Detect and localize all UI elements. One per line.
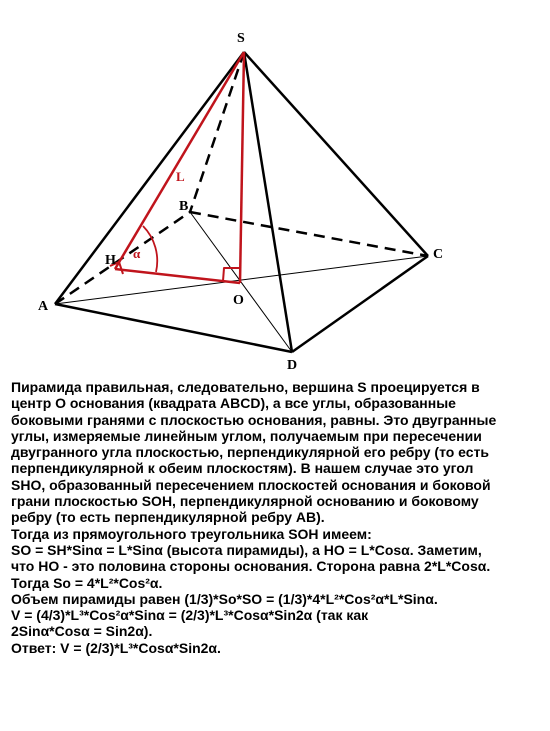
- vertex-h-label: H: [105, 253, 116, 268]
- right-angle-mark-o: [223, 268, 240, 281]
- vertex-o-label: O: [233, 293, 244, 308]
- text-line: двугранного угла плоскостью, перпендикулярной его ребру (то есть: [11, 444, 490, 461]
- text-line: SO = SH*Sinα = L*Sinα (высота пирамиды), а HO = L*Cosα. Заметим,: [11, 541, 482, 558]
- edge-sa: [55, 52, 244, 304]
- text-line: 2Sinα*Cosα = Sin2α).: [11, 623, 153, 640]
- text-line: боковыми гранями с плоскостью основания, равны. Это двугранные: [11, 411, 497, 428]
- triangle-sho: [110, 52, 244, 283]
- slant-label: L: [176, 169, 185, 184]
- text-line: Пирамида правильная, следовательно, вершина S проецируется в: [11, 379, 480, 395]
- text-line: ребру (то есть перпендикулярной ребру AB).: [11, 509, 325, 526]
- angle-arc: [143, 226, 157, 272]
- vertex-c-label: C: [433, 247, 444, 262]
- text-line: Тогда So = 4*L²*Cos²α.: [11, 574, 163, 591]
- text-line: V = (4/3)*L³*Cos²α*Sinα = (2/3)*L³*Cosα*Sin2α (так как: [11, 607, 369, 624]
- text-line: перпендикулярной к обеим плоскостям). В нашем случае это угол: [11, 460, 474, 477]
- text-line: Объем пирамиды равен (1/3)*So*SO = (1/3)*4*L²*Cos²α*L*Sinα.: [11, 590, 438, 607]
- text-line: что HO - это половина стороны основания. Сторона равна 2*L*Cosα.: [11, 558, 491, 575]
- answer-line: Ответ: V = (2/3)*L³*Cosα*Sin2α.: [11, 639, 221, 656]
- text-line: Тогда из прямоугольного треугольника SOH имеем:: [11, 525, 372, 542]
- text-line: SHO, образованный пересечением плоскостей основания и боковой: [11, 476, 491, 493]
- angle-label: α: [133, 246, 141, 261]
- edge-bc: [190, 212, 428, 256]
- vertex-s-label: S: [237, 31, 245, 46]
- vertex-d-label: D: [287, 358, 298, 370]
- vertex-b-label: B: [179, 199, 189, 214]
- edge-ad: [55, 304, 292, 352]
- text-line: грани плоскостью SOH, перпендикулярной основанию и боковому: [11, 493, 479, 510]
- vertex-a-label: A: [38, 299, 49, 314]
- edge-sb: [190, 52, 244, 212]
- text-line: углы, измеряемые линейным углом, получаемым при пересечении: [11, 427, 482, 444]
- segment-so: [240, 52, 244, 283]
- segment-ho: [115, 269, 240, 283]
- segment-sh: [115, 52, 244, 269]
- text-line: центр O основания (квадрата ABCD), а все углы, образованные: [11, 395, 456, 412]
- solution-text: [11, 379, 543, 656]
